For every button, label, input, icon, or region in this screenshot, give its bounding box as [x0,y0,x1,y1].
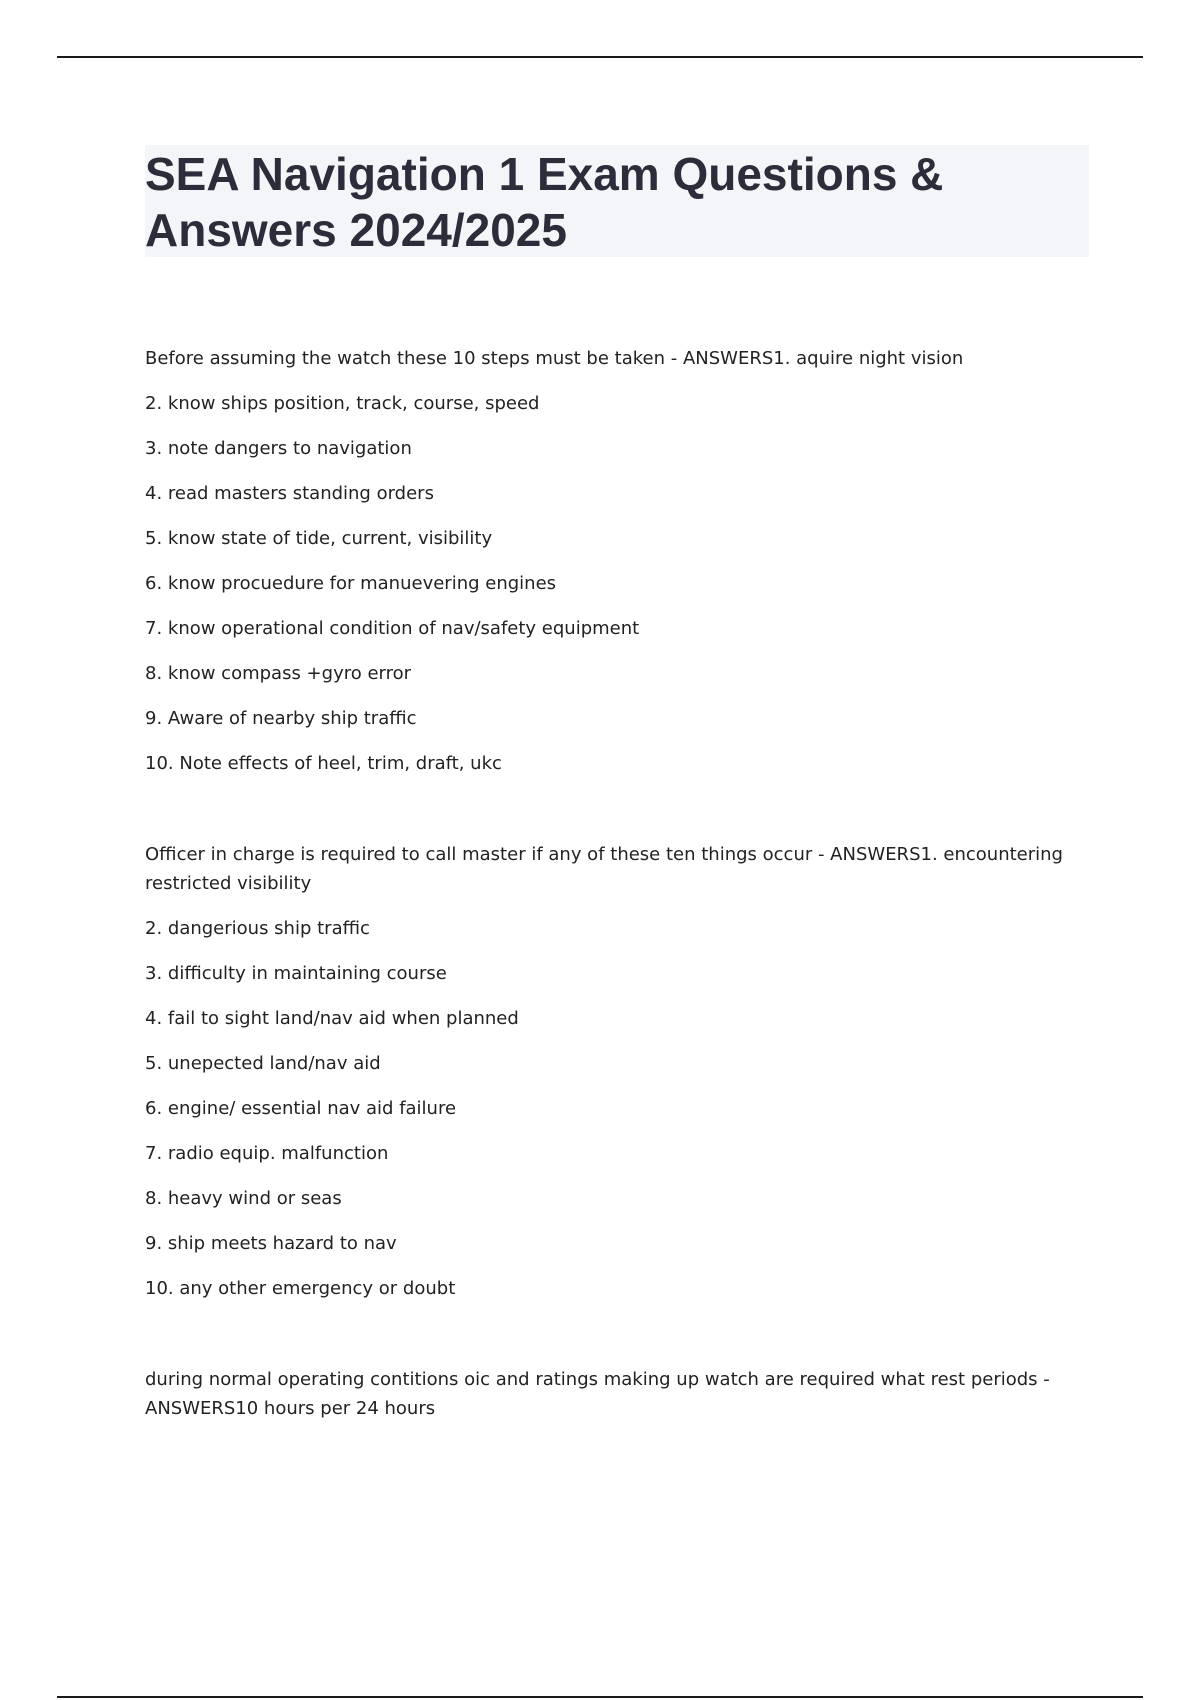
answer-line: 10. any other emergency or doubt [145,1278,456,1299]
answer-line: 3. note dangers to navigation [145,438,412,459]
answer-line: 5. unepected land/nav aid [145,1053,381,1074]
question-text: Officer in charge is required to call master if any of these ten things occur - ANSWERS1. encountering restricted visibility [145,844,1063,894]
answer-line: 8. know compass +gyro error [145,663,412,684]
answer-line: 2. dangerious ship traffic [145,918,370,939]
page-title: SEA Navigation 1 Exam Questions & Answers 2024/2025 [145,148,944,256]
answer-line: 7. know operational condition of nav/safety equipment [145,618,640,639]
answer-line: 4. read masters standing orders [145,483,434,504]
answer-line: 8. heavy wind or seas [145,1188,342,1209]
title-banner [145,145,1089,257]
footer-rule [57,1696,1143,1698]
answer-line: 5. know state of tide, current, visibility [145,528,493,549]
header-rule [57,56,1143,58]
answer-line: 4. fail to sight land/nav aid when planned [145,1008,519,1029]
answer-line: 7. radio equip. malfunction [145,1143,389,1164]
answer-line: 3. difficulty in maintaining course [145,963,447,984]
answer-line: 2. know ships position, track, course, speed [145,393,540,414]
answer-line: 6. know procuedure for manuevering engines [145,573,557,594]
answer-line: 9. Aware of nearby ship traffic [145,708,417,729]
question-text: during normal operating contitions oic and ratings making up watch are required what rest periods - ANSWERS10 hours per 24 hours [145,1369,1050,1419]
answer-line: 9. ship meets hazard to nav [145,1233,397,1254]
question-text: Before assuming the watch these 10 steps must be taken - ANSWERS1. aquire night vision [145,348,964,369]
document-body [145,344,1075,1439]
qa-block-2 [145,840,1075,1303]
qa-block-3 [145,1365,1075,1423]
answer-line: 6. engine/ essential nav aid failure [145,1098,457,1119]
answer-line: 10. Note effects of heel, trim, draft, ukc [145,753,502,774]
qa-block-1 [145,344,1075,778]
